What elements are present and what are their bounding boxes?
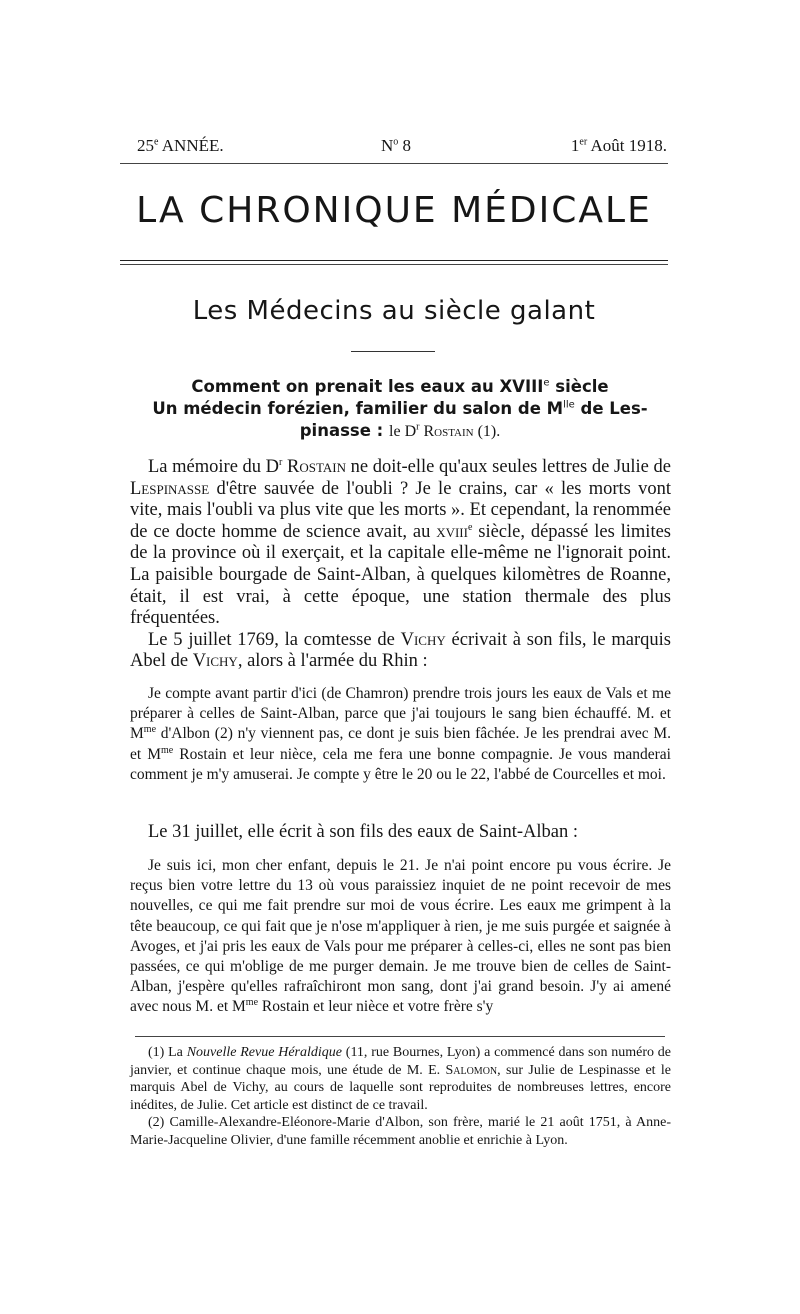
issue-number: $N^o$ 8 (381, 136, 412, 155)
article-body (130, 457, 671, 673)
paragraph-3: Le 31 juillet, elle écrit à son fils des eaux de Saint-Alban : (148, 822, 578, 842)
footnote-1: (1) La Nouvelle Revue Héraldique (11, rue Bournes, Lyon) a commencé dans son numéro de janvier, et continue chaque mois, une étude de M. E. Salomon, sur Julie de Lespinasse et le marquis Abel de Vichy, au cours de laquelle sont reproduites de nombreuses lettres, encore inédites, de Julie. Cet article est distinct de ce travail. (130, 1045, 672, 1113)
section-divider (351, 351, 435, 352)
paragraph-1: La mémoire du $D^r$ Rostain ne doit-elle qu'aux seules lettres de Julie de Lespinasse d'être sauvée de l'oubli ? Je le crains, car « les morts vont vite, mais l'oubli va plus vite que les morts ». Et cependant, la renommée de ce docte homme de science avait, au xviii$^e$ siècle, dépassé les limites de la province où il exerçait, et la capitale elle-même ne l'ignorait point. La paisible bourgade de Saint-Alban, à quelques kilomètres de Roanne, était, il est vrai, à cette époque, une station thermale des plus fréquentées. (130, 456, 671, 629)
footnote-2: (2) Camille-Alexandre-Eléonore-Marie d'Albon, son frère, marié le 21 août 1751, à Anne-Marie-Jacqueline Olivier, d'une famille récemment anoblie et enrichie à Lyon. (130, 1115, 671, 1148)
header-rule (120, 163, 668, 164)
issue-header (137, 136, 667, 162)
issue-date: 1er Août 1918. (570, 136, 667, 155)
article-title: Les Médecins au siècle galant (192, 296, 596, 326)
letter-quote-2: Je suis ici, mon cher enfant, depuis le 21. Je n'ai point encore pu vous écrire. Je reçus bien votre lettre du 13 où vous paraissiez inquiet de ne point recevoir de mes nouvelles, ce qui me fait prendre sur moi de vous écrire. Les eaux me grimpent à la tête beaucoup, ce qui fait que je n'ose m'appliquer à rien, je me suis purgée et saignée à Avoges, et j'ai pris les eaux de Vals pour me préparer à celles-ci, elles ne sont pas bien passées, ce qui m'oblige de me purger demain. Je me trouve bien de celles de Saint-Alban, j'espère qu'elles rafraîchiront mon sang, dont j'ai grand besoin. J'y ai amené avec nous M. et $M^{me}$ Rostain et leur nièce et votre frère s'y (130, 857, 671, 1016)
issue-year: 25e ANNÉE. (137, 136, 224, 155)
footnotes (130, 1044, 671, 1150)
title-rule-lower (120, 264, 668, 265)
journal-title: LA CHRONIQUE MÉDICALE (136, 190, 652, 231)
subtitle-line-3: pinasse : le $D^r$ Rostain (1). (299, 421, 501, 440)
subtitle-line-2: Un médecin forézien, familier du salon de $M^{lle}$ de Les- (152, 399, 648, 418)
article-subtitle (130, 376, 670, 443)
subtitle-line-1: Comment on prenait les eaux au XVIIIe siècle (191, 377, 609, 396)
letter-quote-1: Je compte avant partir d'ici (de Chamron) prendre trois jours les eaux de Vals et me préparer à celles de Saint-Alban, parce que j'ai toujours le sang bien échauffé. M. et $M^{me}$ d'Albon (2) n'y viennent pas, ce dont je suis bien fâchée. Je les prendrai avec M. et $M^{me}$ Rostain et leur nièce, cela me fera une bonne compagnie. Je vous manderai comment je m'y amuserai. Je compte y être le 20 ou le 22, l'abbé de Courcelles et moi. (130, 685, 671, 783)
title-rule-upper (120, 260, 668, 261)
footnote-rule (135, 1036, 665, 1037)
paragraph-2: Le 5 juillet 1769, la comtesse de Vichy écrivait à son fils, le marquis Abel de Vichy, alors à l'armée du Rhin : (130, 629, 672, 672)
